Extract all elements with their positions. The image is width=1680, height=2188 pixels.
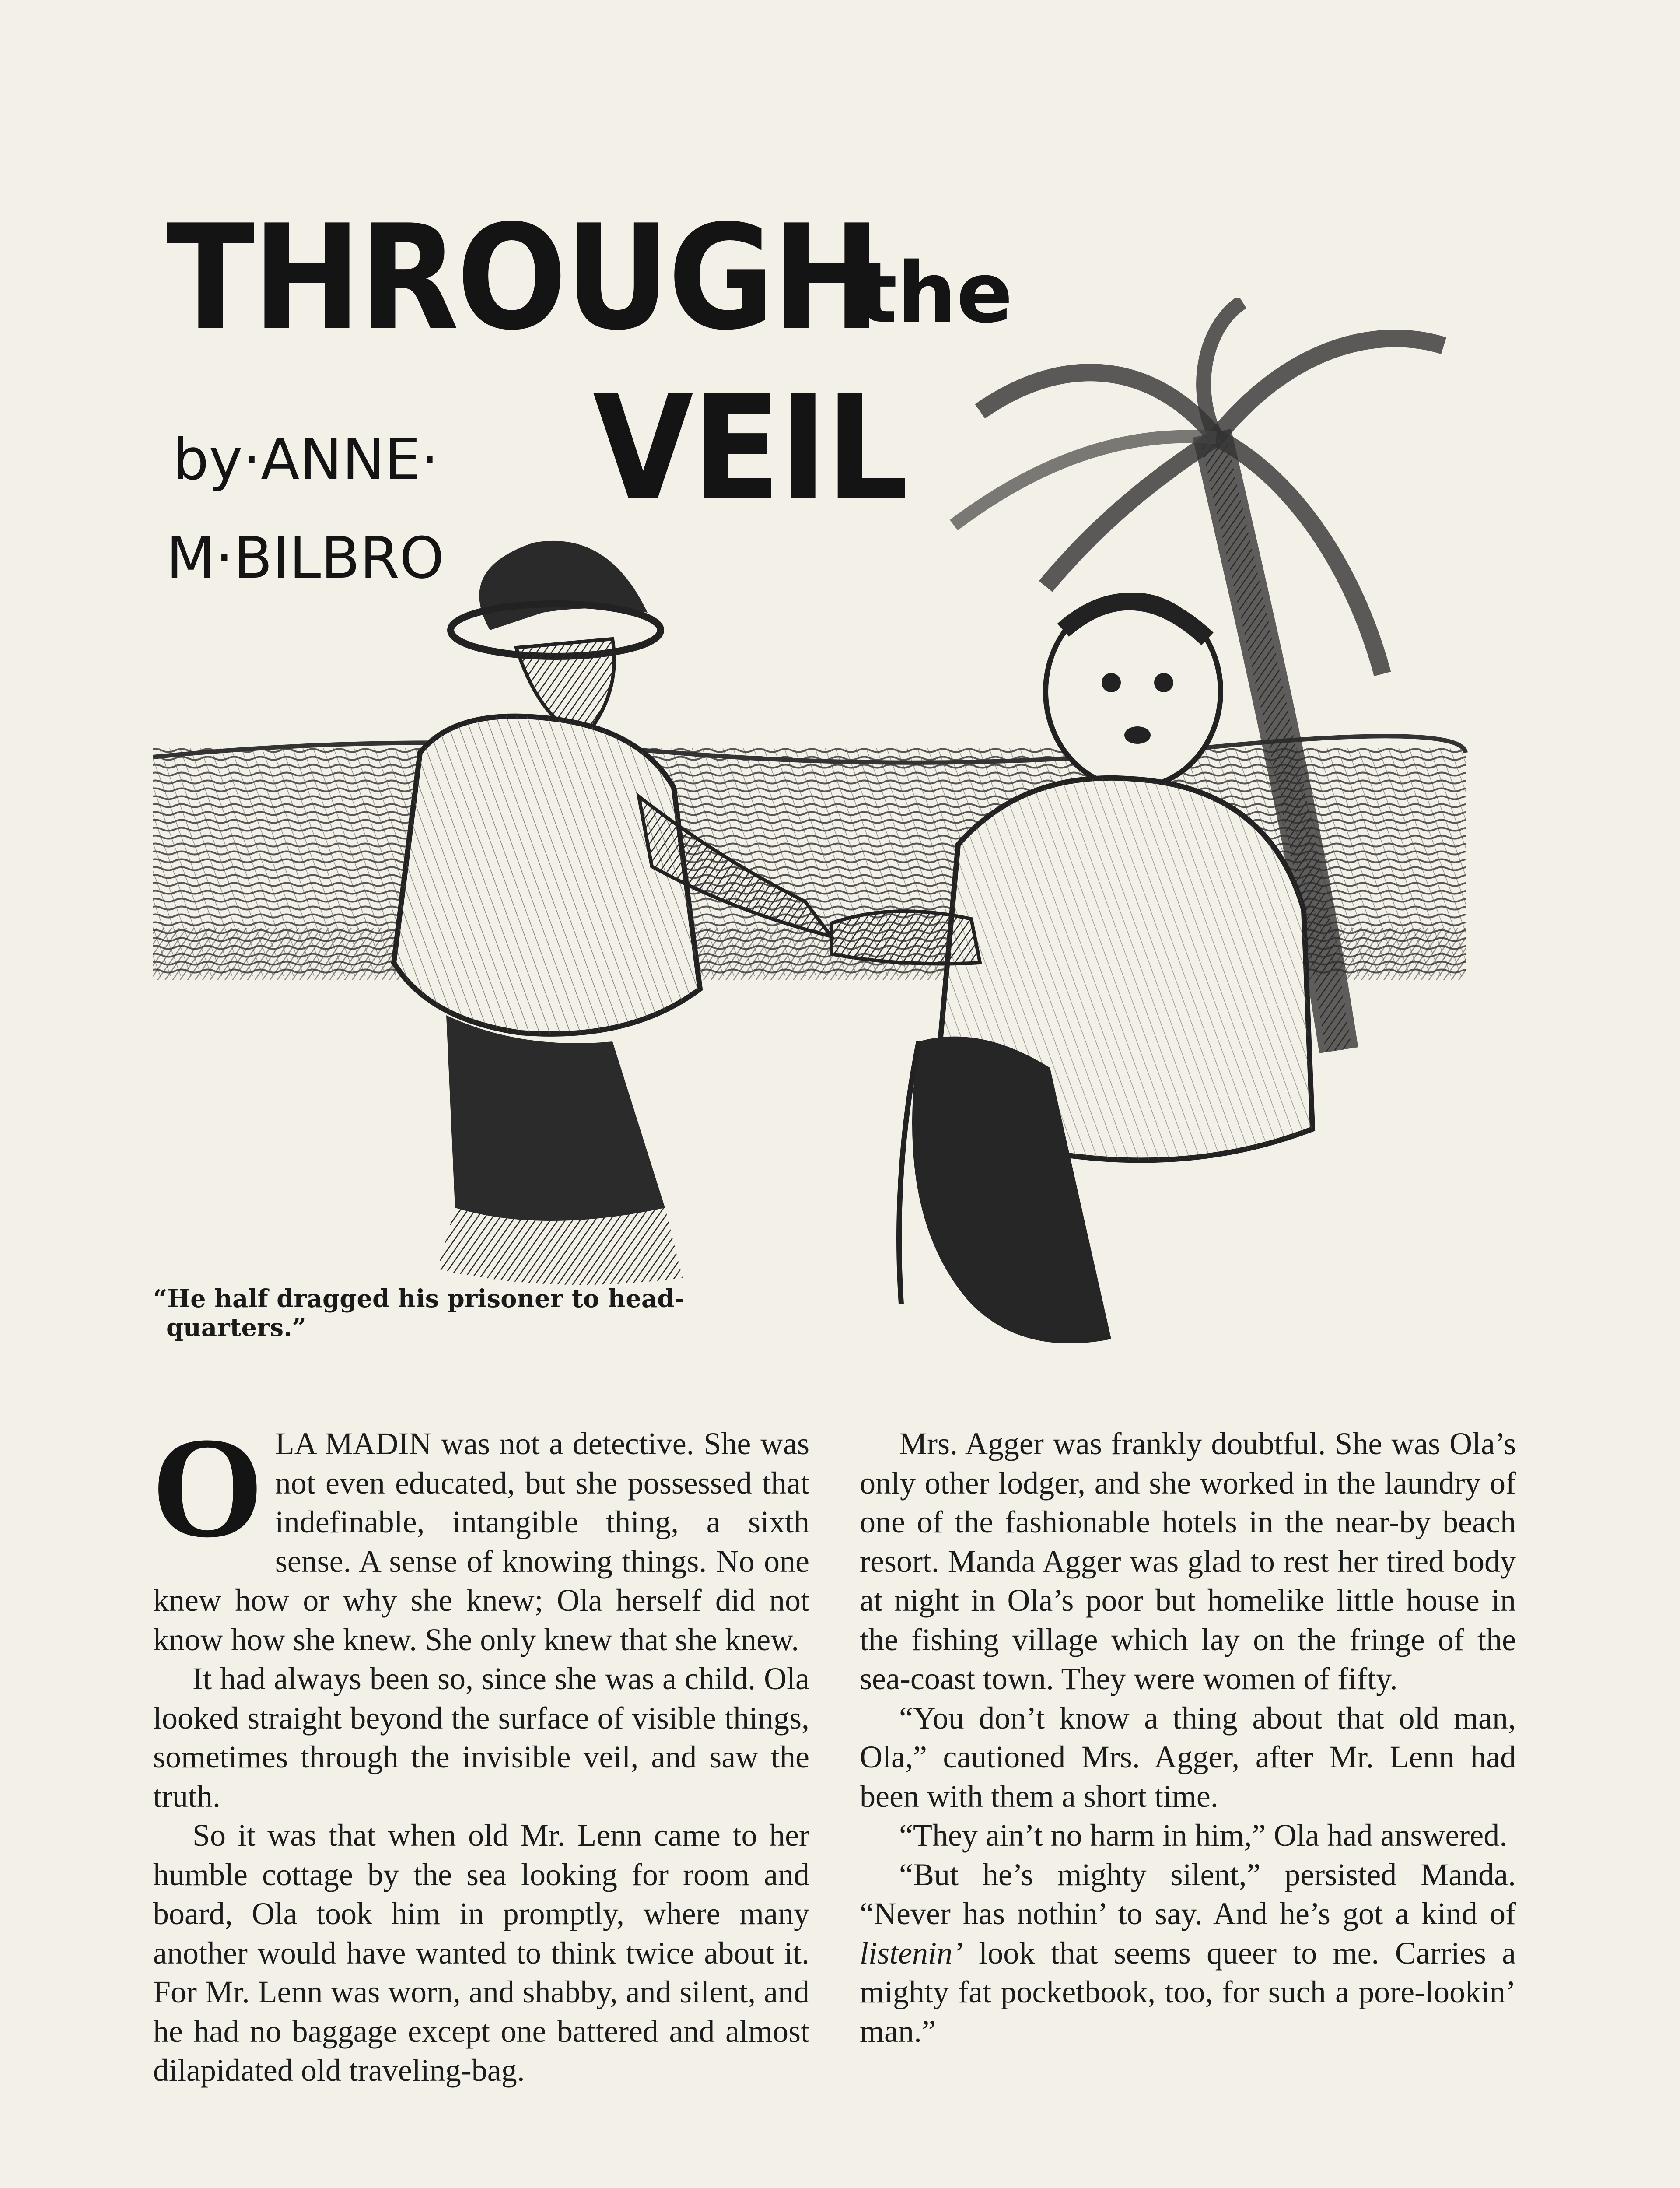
byline-line-1: by·ANNE· xyxy=(173,426,439,493)
title-the: the xyxy=(858,245,1013,341)
byline-line-2: M·BILBRO xyxy=(166,525,444,591)
article-paragraph: It had always been so, since she was a child. Ola looked straight beyond the surface of visible things, sometimes through the invisible veil, and saw the truth. xyxy=(153,1661,809,1814)
article-column-right xyxy=(860,1424,1516,2051)
article-paragraph: So it was that when old Mr. Lenn came to her humble cottage by the sea looking for room and board, Ola took him in promptly, where many another would have wanted to think twice about it. For Mr. Lenn was worn, and shabby, and silent, and he had no baggage except one battered and almost dilapidated old traveling-bag. xyxy=(153,1818,809,2088)
article-paragraph: OLA MADIN was not a detective. She was not even educated, but she possessed that indefinable, intangible thing, a sixth sense. A sense of knowing things. No one knew how or why she knew; Ola herself did not know how she knew. She only knew that she knew. xyxy=(151,1408,809,1657)
article-paragraph: Mrs. Agger was frankly doubtful. She was Ola’s only other lodger, and she worked in the laundry of one of the fashionable hotels in the near-by beach resort. Manda Agger was glad to rest her tired body at night in Ola’s poor but homelike little house in the fishing village which lay on the fringe of the sea-coast town. They were women of fifty. xyxy=(860,1426,1516,1696)
illustration-caption: “He half dragged his prisoner to head-quarters.” xyxy=(153,1284,685,1342)
article-paragraph: “You don’t know a thing about that old man, Ola,” cautioned Mrs. Agger, after Mr. Lenn had been with them a short time. xyxy=(860,1700,1516,1814)
italic-word: listenin’ xyxy=(860,1935,963,1971)
drop-cap: O xyxy=(151,1408,264,1567)
article-paragraph: “But he’s mighty silent,” persisted Manda. “Never has nothin’ to say. And he’s got a kind of listenin’ look that seems queer to me. Carries a mighty fat pocketbook, too, for such a pore-lookin’ man.” xyxy=(860,1857,1516,2049)
article-column-left xyxy=(151,1408,809,2090)
story-illustration xyxy=(149,298,1505,1400)
figure-man-with-hat xyxy=(394,541,831,1285)
article-paragraph: “They ain’t no harm in him,” Ola had answered. xyxy=(899,1818,1508,1853)
title-veil: VEIL xyxy=(593,365,907,533)
title-through: THROUGH xyxy=(166,194,879,362)
